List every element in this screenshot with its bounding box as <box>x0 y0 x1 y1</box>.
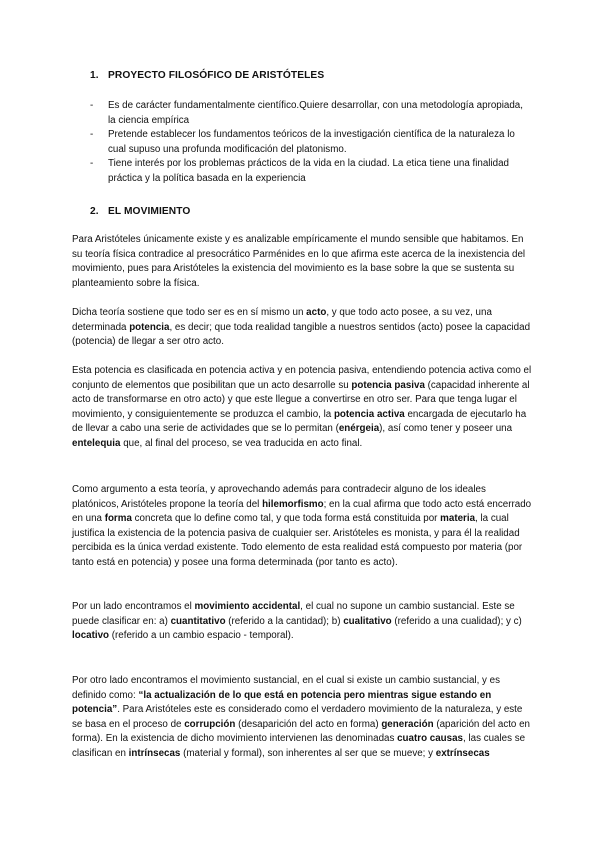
section-number: 2. <box>90 206 99 217</box>
paragraph-4: Como argumento a esta teoría, y aprovechando además para contradecir alguno de los ideales platónicos, Aristóteles propone la teoría del hilemorfismo; en la cual afirma que todo acto está encerrado en una forma concreta que lo define como tal, y que toda forma está constituida por materia, la cual justifica la existencia de la potencia pasiva de cualquier ser. Aristóteles es monista, y para él la realidad percibida es la única verdad existente. Todo elemento de esta realidad está compuesto por materia (por tanto está en potencia) y posee una forma determinada (por tanto es acto). <box>72 484 532 568</box>
section-title: PROYECTO FILOSÓFICO DE ARISTÓTELES <box>108 70 325 81</box>
list-item: - Pretende establecer los fundamentos teóricos de la investigación científica de la naturaleza lo cual supuso una profunda modificación del platonismo. <box>90 129 515 155</box>
dash-bullet-icon: - <box>90 158 94 170</box>
section-number: 1. <box>90 70 99 81</box>
paragraph-2: Dicha teoría sostiene que todo ser es en sí mismo un acto, y que todo acto posee, a su vez, una determinada potencia, es decir; que toda realidad tangible a nuestros sentidos (acto) posee la capacidad (potencia) de llegar a ser otro acto. <box>72 307 531 348</box>
paragraph-3: Esta potencia es clasificada en potencia activa y en potencia pasiva, entendiendo potencia activa como el conjunto de elementos que posibilitan que un acto desarrolle su potencia pasiva (capacidad inherente al acto de transformarse en otro acto) y que este llegue a convertirse en otro ser. Para que tenga lugar el movimiento, y consiguientemente se produzca el cambio, la potencia activa encargada de ejecutarlo ha de llevar a cabo una serie de actividades que se lo permitan (enérgeia), así como tener y poseer una entelequia que, al final del proceso, se vea traducida en acto final. <box>72 365 532 449</box>
list-item: - Es de carácter fundamentalmente científico.Quiere desarrollar, con una metodología apropiada, la ciencia empírica <box>90 100 523 126</box>
list-item: - Tiene interés por los problemas prácticos de la vida en la ciudad. La etica tiene una finalidad práctica y la política basada en la experiencia <box>90 158 510 184</box>
paragraph-6: Por otro lado encontramos el movimiento sustancial, en el cual si existe un cambio sustancial, y es definido como: “la actualización de lo que está en potencia pero mientras sigue estando en potencia”. Para Aristóteles este es considerado como el verdadero movimiento de la naturaleza, y este se basa en el proceso de corrupción (desaparición del acto en forma) generación (aparición del acto en forma). En la existencia de dicho movimiento intervienen las denominadas cuatro causas, las cuales se clasifican en intrínsecas (material y formal), son inherentes al ser que se mueve; y extrínsecas <box>72 675 531 759</box>
bullet-list <box>90 99 530 187</box>
section-heading-2 <box>90 206 190 217</box>
section-heading-1 <box>90 70 324 81</box>
paragraph-1: Para Aristóteles únicamente existe y es analizable empíricamente el mundo sensible que habitamos. En su teoría física contradice al presocrático Parménides en lo que afirma este acerca de la inexistencia del movimiento, pues para Aristóteles la existencia del movimiento es la base sobre la que se sustenta su planteamiento sobre la física. <box>72 234 526 289</box>
paragraph-5: Por un lado encontramos el movimiento accidental, el cual no supone un cambio sustancial. Este se puede clasificar en: a) cuantitativo (referido a la cantidad); b) cualitativo (referido a una cualidad); y c) locativo (referido a un cambio espacio - temporal). <box>72 601 522 642</box>
dash-bullet-icon: - <box>90 129 94 141</box>
section-title: EL MOVIMIENTO <box>108 206 191 217</box>
dash-bullet-icon: - <box>90 100 94 111</box>
